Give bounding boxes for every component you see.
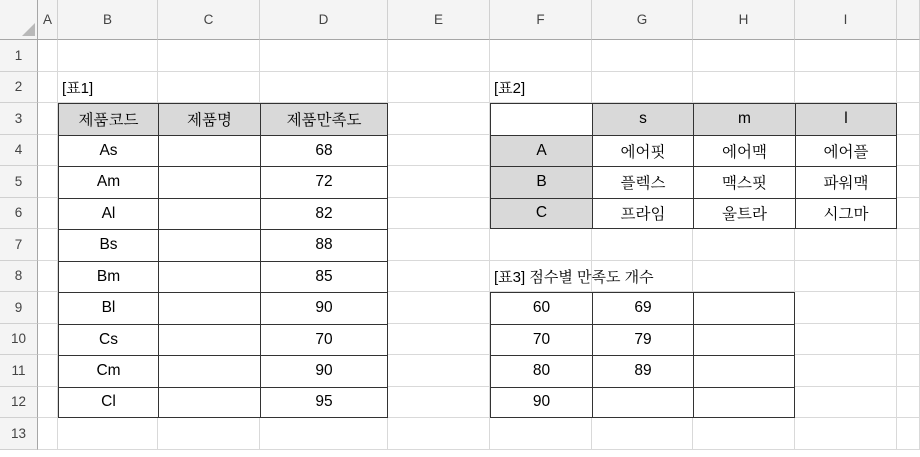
table3-label[interactable]: [표3] 점수별 만족도 개수	[494, 268, 654, 286]
grid-cell[interactable]	[38, 292, 58, 324]
t1-cell[interactable]	[158, 261, 260, 293]
t1-cell[interactable]: 90	[260, 355, 388, 387]
t1-cell[interactable]: 68	[260, 135, 388, 167]
t1-cell[interactable]: 90	[260, 292, 388, 324]
grid-cell[interactable]	[795, 418, 897, 450]
grid-cell[interactable]	[388, 292, 490, 324]
t3-cell[interactable]	[693, 355, 795, 387]
grid-cell[interactable]	[38, 229, 58, 261]
row-header-10[interactable]: 10	[0, 324, 38, 356]
row-header-7[interactable]: 7	[0, 229, 38, 261]
t1-cell[interactable]	[158, 292, 260, 324]
table2-label[interactable]: [표2]	[494, 79, 526, 97]
grid-cell[interactable]	[897, 40, 920, 72]
grid-cell[interactable]	[388, 72, 490, 104]
grid-cell[interactable]	[795, 72, 897, 104]
t2-cell[interactable]: 플렉스	[592, 166, 693, 198]
grid-cell[interactable]	[260, 72, 388, 104]
grid-cell[interactable]	[795, 324, 897, 356]
grid-cell[interactable]	[38, 72, 58, 104]
t1-cell[interactable]	[158, 135, 260, 167]
row-header-4[interactable]: 4	[0, 135, 38, 167]
grid-cell[interactable]	[158, 72, 260, 104]
grid-cell[interactable]	[897, 103, 920, 135]
t1-cell[interactable]: Bl	[58, 292, 158, 324]
column-header-H[interactable]: H	[693, 0, 795, 40]
grid-cell[interactable]	[897, 418, 920, 450]
grid-cell[interactable]	[38, 418, 58, 450]
row-header-12[interactable]: 12	[0, 387, 38, 419]
t2-cell[interactable]: l	[795, 103, 897, 135]
t2-cell[interactable]: 시그마	[795, 198, 897, 230]
row-header-11[interactable]: 11	[0, 355, 38, 387]
grid-cell[interactable]	[58, 418, 158, 450]
grid-cell[interactable]	[592, 72, 693, 104]
grid-cell[interactable]	[388, 135, 490, 167]
t1-cell[interactable]	[158, 387, 260, 419]
t3-cell[interactable]: 70	[490, 324, 592, 356]
t2-cell[interactable]: 프라임	[592, 198, 693, 230]
t3-cell[interactable]: 79	[592, 324, 693, 356]
column-header-I[interactable]: I	[795, 0, 897, 40]
t2-cell[interactable]: C	[490, 198, 592, 230]
column-header-G[interactable]: G	[592, 0, 693, 40]
t1-cell[interactable]	[158, 229, 260, 261]
grid-cell[interactable]	[158, 418, 260, 450]
t1-cell[interactable]: Am	[58, 166, 158, 198]
t1-cell[interactable]: Al	[58, 198, 158, 230]
row-header-1[interactable]: 1	[0, 40, 38, 72]
grid-cell[interactable]	[260, 418, 388, 450]
grid-cell[interactable]	[38, 198, 58, 230]
select-all-button[interactable]	[0, 0, 38, 40]
grid-cell[interactable]	[693, 261, 795, 293]
t2-cell[interactable]: 에어플	[795, 135, 897, 167]
grid-cell[interactable]	[490, 418, 592, 450]
grid-cell[interactable]	[795, 261, 897, 293]
t1-cell[interactable]: 제품만족도	[260, 103, 388, 135]
grid-cell[interactable]	[388, 355, 490, 387]
grid-cell[interactable]	[158, 40, 260, 72]
row-header-5[interactable]: 5	[0, 166, 38, 198]
t1-cell[interactable]	[158, 166, 260, 198]
t1-cell[interactable]: 제품코드	[58, 103, 158, 135]
grid-cell[interactable]	[38, 261, 58, 293]
t1-cell[interactable]: As	[58, 135, 158, 167]
table1	[58, 103, 388, 418]
t1-cell[interactable]: 95	[260, 387, 388, 419]
table1-label[interactable]: [표1]	[62, 79, 94, 97]
grid-cell[interactable]	[490, 40, 592, 72]
t2-cell[interactable]: 에어핏	[592, 135, 693, 167]
t2-cell[interactable]: 파워맥	[795, 166, 897, 198]
grid-cell[interactable]	[38, 324, 58, 356]
grid-cell[interactable]	[38, 355, 58, 387]
column-header-E[interactable]: E	[388, 0, 490, 40]
t1-cell[interactable]	[158, 324, 260, 356]
column-header-F[interactable]: F	[490, 0, 592, 40]
t1-cell[interactable]: 72	[260, 166, 388, 198]
t2-cell[interactable]: m	[693, 103, 795, 135]
t3-cell[interactable]: 60	[490, 292, 592, 324]
grid-cell[interactable]	[693, 229, 795, 261]
t1-cell[interactable]: Cm	[58, 355, 158, 387]
t1-cell[interactable]: 제품명	[158, 103, 260, 135]
t1-cell[interactable]	[158, 355, 260, 387]
t1-cell[interactable]: 70	[260, 324, 388, 356]
t2-cell[interactable]: 맥스핏	[693, 166, 795, 198]
t2-cell[interactable]: 에어맥	[693, 135, 795, 167]
column-header-C[interactable]: C	[158, 0, 260, 40]
grid-cell[interactable]	[897, 166, 920, 198]
t2-cell[interactable]: s	[592, 103, 693, 135]
column-header-B[interactable]: B	[58, 0, 158, 40]
t1-cell[interactable]: 82	[260, 198, 388, 230]
t3-cell[interactable]: 80	[490, 355, 592, 387]
grid-cell[interactable]	[38, 166, 58, 198]
grid-cell[interactable]	[592, 229, 693, 261]
t1-cell[interactable]: Bm	[58, 261, 158, 293]
grid-cell[interactable]	[388, 103, 490, 135]
t2-cell[interactable]: B	[490, 166, 592, 198]
grid-cell[interactable]	[592, 40, 693, 72]
grid-cell[interactable]	[795, 40, 897, 72]
row-header-3[interactable]: 3	[0, 103, 38, 135]
t3-cell[interactable]	[693, 387, 795, 419]
grid-cell[interactable]	[388, 40, 490, 72]
grid-cell[interactable]	[38, 135, 58, 167]
row-header-6[interactable]: 6	[0, 198, 38, 230]
t1-cell[interactable]: Cl	[58, 387, 158, 419]
table3	[490, 292, 795, 418]
grid-cell[interactable]	[693, 40, 795, 72]
grid-cell[interactable]	[897, 324, 920, 356]
grid-cell[interactable]	[388, 418, 490, 450]
grid-cell[interactable]	[388, 166, 490, 198]
t3-cell[interactable]	[592, 387, 693, 419]
grid-cell[interactable]	[795, 355, 897, 387]
t1-cell[interactable]: 85	[260, 261, 388, 293]
grid-cell[interactable]	[795, 292, 897, 324]
t3-cell[interactable]: 89	[592, 355, 693, 387]
grid-cell[interactable]	[897, 261, 920, 293]
t2-cell[interactable]	[490, 103, 592, 135]
row-header-9[interactable]: 9	[0, 292, 38, 324]
table2	[490, 103, 897, 229]
select-all-triangle-icon	[22, 23, 35, 36]
column-header-D[interactable]: D	[260, 0, 388, 40]
t3-cell[interactable]	[693, 292, 795, 324]
column-header-partial[interactable]	[897, 0, 920, 40]
grid-cell[interactable]	[795, 229, 897, 261]
grid-cell[interactable]	[388, 324, 490, 356]
t1-cell[interactable]: Bs	[58, 229, 158, 261]
grid-cell[interactable]	[897, 135, 920, 167]
grid-cell[interactable]	[897, 198, 920, 230]
t1-cell[interactable]	[158, 198, 260, 230]
t3-cell[interactable]: 90	[490, 387, 592, 419]
grid-cell[interactable]	[693, 72, 795, 104]
column-header-A[interactable]: A	[38, 0, 58, 40]
grid-cell[interactable]	[388, 387, 490, 419]
t2-cell[interactable]: 울트라	[693, 198, 795, 230]
t2-cell[interactable]: A	[490, 135, 592, 167]
grid-cell[interactable]	[38, 387, 58, 419]
row-header-13[interactable]: 13	[0, 418, 38, 450]
grid-cell[interactable]	[592, 418, 693, 450]
row-header-2[interactable]: 2	[0, 72, 38, 104]
t3-cell[interactable]: 69	[592, 292, 693, 324]
grid-cell[interactable]	[388, 229, 490, 261]
grid-cell[interactable]	[897, 292, 920, 324]
t1-cell[interactable]: Cs	[58, 324, 158, 356]
grid-cell[interactable]	[897, 355, 920, 387]
grid-cell[interactable]	[490, 229, 592, 261]
grid-cell[interactable]	[58, 40, 158, 72]
grid-cell[interactable]	[38, 103, 58, 135]
grid-cell[interactable]	[795, 387, 897, 419]
t3-cell[interactable]	[693, 324, 795, 356]
grid-cell[interactable]	[260, 40, 388, 72]
grid-cell[interactable]	[897, 72, 920, 104]
grid-cell[interactable]	[897, 387, 920, 419]
t1-cell[interactable]: 88	[260, 229, 388, 261]
grid-cell[interactable]	[388, 198, 490, 230]
grid-cell[interactable]	[897, 229, 920, 261]
grid-cell[interactable]	[388, 261, 490, 293]
grid-cell[interactable]	[693, 418, 795, 450]
row-header-8[interactable]: 8	[0, 261, 38, 293]
grid-cell[interactable]	[38, 40, 58, 72]
